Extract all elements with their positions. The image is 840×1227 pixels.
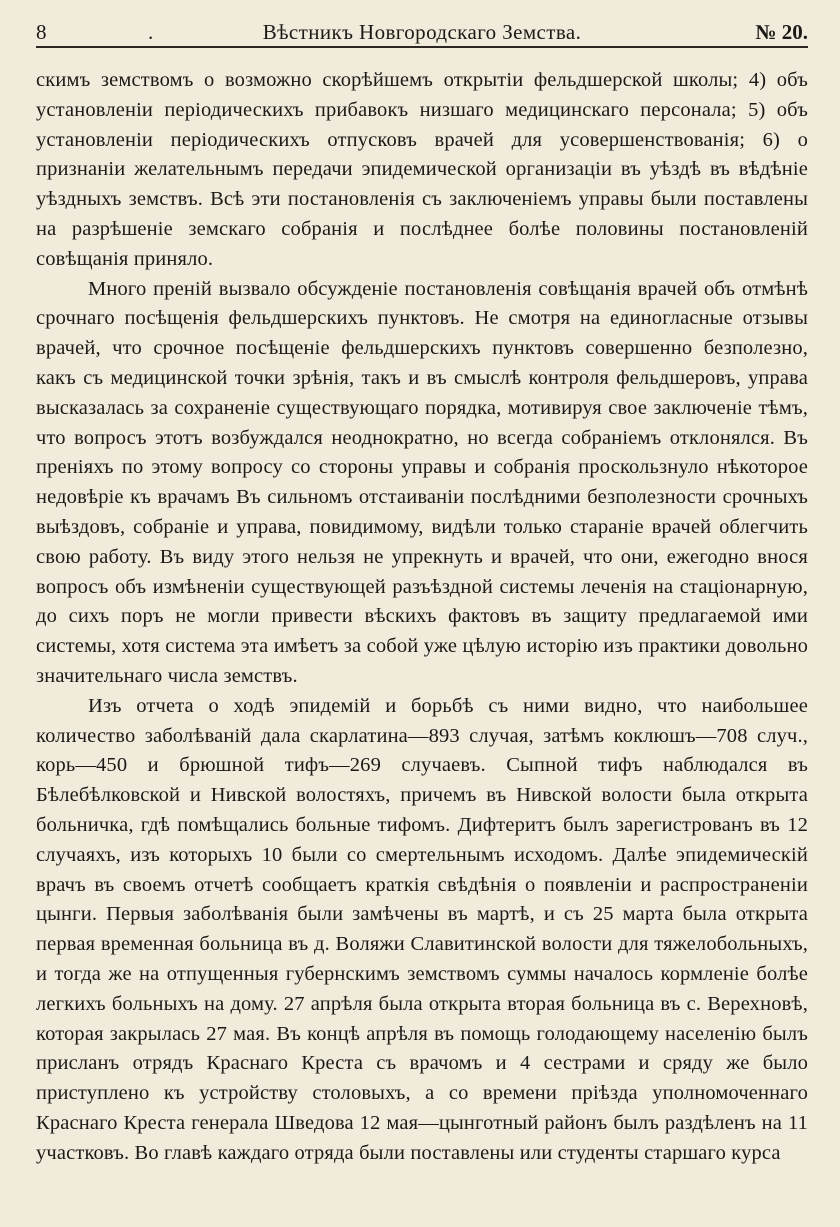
header-dot: .	[148, 20, 154, 44]
article-body	[36, 66, 808, 1168]
issue-number: № 20.	[755, 20, 808, 44]
paragraph-1: скимъ земствомъ о возможно скорѣйшемъ открытіи фельдшерской школы; 4) объ установленіи періодическихъ прибавокъ низшаго медицинскаго персонала; 5) объ установленіи періодическихъ отпусковъ врачей для усовершенствованія; 6) о признаніи желательнымъ передачи эпидемической организаціи въ уѣздѣ въ вѣдѣніе уѣздныхъ земствъ. Всѣ эти постановленія съ заключеніемъ управы были поставлены на разрѣшеніе земскаго собранія и послѣднее болѣе половины постановленій совѣщанія приняло.	[36, 69, 808, 270]
paragraph-2: Много преній вызвало обсужденіе постановленія совѣщанія врачей объ отмѣнѣ срочнаго посѣщенія фельдшерскихъ пунктовъ. Не смотря на единогласные отзывы врачей, что срочное посѣщеніе фельдшерскихъ пунктовъ совершенно безполезно, какъ съ медицинской точки зрѣнія, такъ и въ смыслѣ контроля фельдшеровъ, управа высказалась за сохраненіе существующаго порядка, мотивируя свое заключеніе тѣмъ, что вопросъ этотъ возбуждался неоднократно, но всегда собраніемъ отклонялся. Въ преніяхъ по этому вопросу со стороны управы и собранія проскользнуло нѣкоторое недовѣріе къ врачамъ Въ сильномъ отстаиваніи послѣдними безполезности срочныхъ выѣздовъ, собраніе и управа, повидимому, видѣли только стараніе врачей облегчить свою работу. Въ виду этого нельзя не упрекнуть и врачей, что они, ежегодно внося вопросъ объ измѣненіи существующей разъѣздной системы леченія на стаціонарную, до сихъ поръ не могли привести вѣскихъ фактовъ въ защиту предлагаемой ими системы, хотя система эта имѣетъ за собой уже цѣлую исторію изъ практики довольно значительнаго числа земствъ.	[36, 277, 808, 687]
paragraph-3: Изъ отчета о ходѣ эпидемій и борьбѣ съ ними видно, что наибольшее количество заболѣваній дала скарлатина—893 случая, затѣмъ коклюшъ—708 случ., корь—450 и брюшной тифъ—269 случаевъ. Сыпной тифъ наблюдался въ Бѣлебѣлковской и Нивской волостяхъ, причемъ въ Нивской волости была открыта больничка, гдѣ помѣщались больные тифомъ. Дифтеритъ былъ зарегистрованъ въ 12 случаяхъ, изъ которыхъ 10 были со смертельнымъ исходомъ. Далѣе эпидемическій врачъ въ своемъ отчетѣ сообщаетъ краткія свѣдѣнія о появленіи и распространеніи цынги. Первыя заболѣванія были замѣчены въ мартѣ, и съ 25 марта была открыта первая временная больница въ д. Воляжи Славитинской волости для тяжелобольныхъ, и тогда же на отпущенныя губернскимъ земствомъ суммы началось кормленіе болѣе легкихъ больныхъ на дому. 27 апрѣля была открыта вторая больница въ с. Верехновѣ, которая закрылась 27 мая. Въ концѣ апрѣля въ помощь голодающему населенію былъ присланъ отрядъ Краснаго Креста съ врачомъ и 4 сестрами и сряду же было приступлено къ устройству столовыхъ, а со времени пріѣзда уполномоченнаго Краснаго Креста генерала Шведова 12 мая—цынготный районъ былъ раздѣленъ на 11 участковъ. Во главѣ каждаго отряда были поставлены или студенты старшаго курса	[36, 694, 808, 1164]
page-number: 8	[36, 20, 47, 44]
journal-title: Вѣстникъ Новгородскаго Земства.	[262, 20, 582, 44]
running-header	[36, 0, 808, 48]
